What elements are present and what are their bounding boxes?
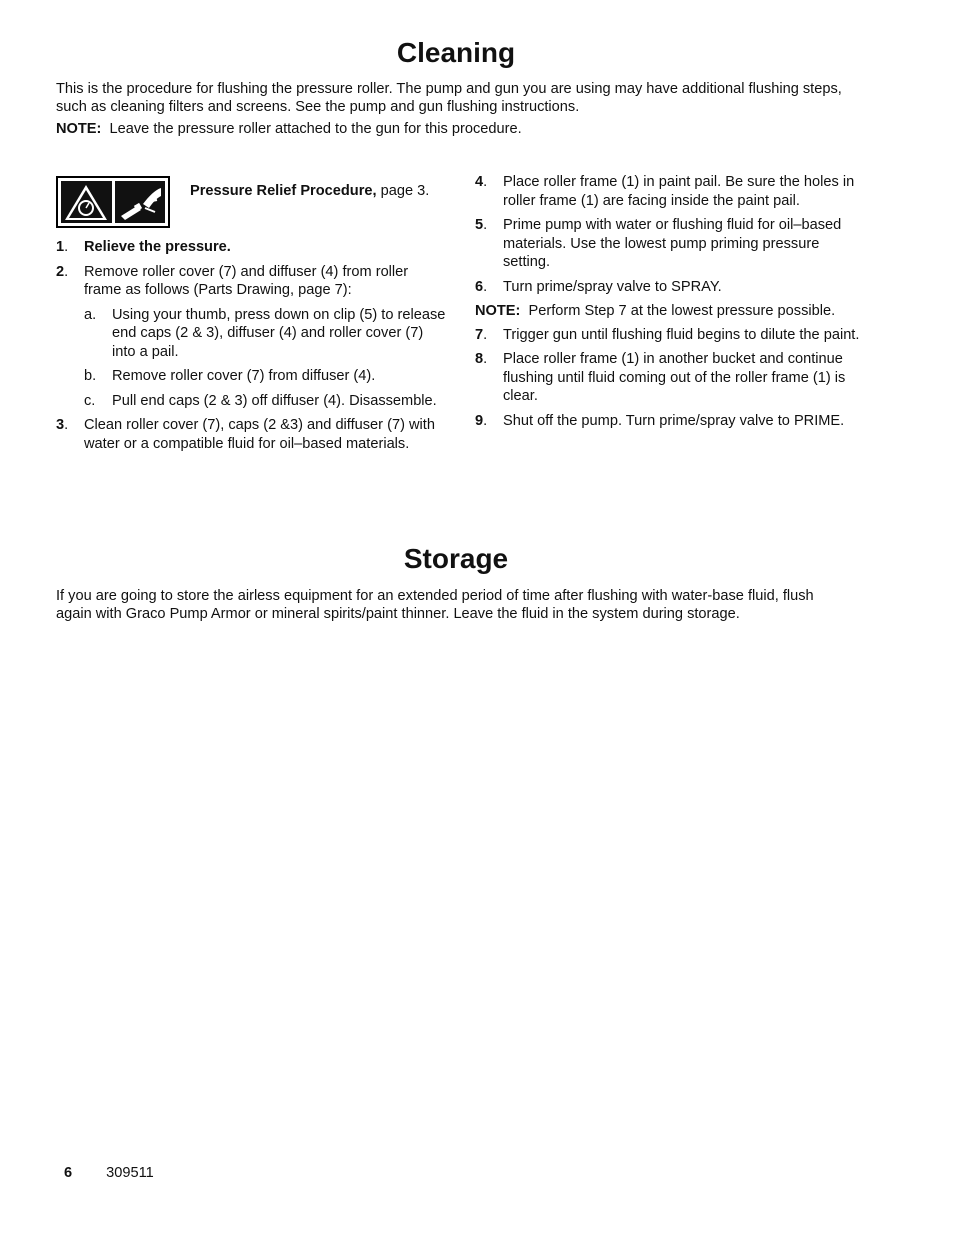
note-text: Leave the pressure roller attached to the gun for this procedure. bbox=[109, 121, 522, 137]
step-7: 7. Trigger gun until flushing fluid begins to dilute the paint. bbox=[475, 326, 865, 345]
warning-symbols bbox=[56, 176, 170, 228]
pressure-gauge-warning-icon bbox=[61, 181, 112, 223]
storage-heading: Storage bbox=[403, 543, 509, 574]
hand-spray-injection-icon bbox=[115, 181, 166, 223]
step-text: Relieve the pressure. bbox=[84, 239, 231, 255]
cleaning-intro: This is the procedure for flushing the pressure roller. The pump and gun you are using may have additional flushing steps, such as cleaning filters and screens. See the pump and gun flushing instructions. bbox=[56, 81, 842, 115]
right-column bbox=[475, 173, 865, 436]
cleaning-heading: Cleaning bbox=[396, 37, 516, 68]
step-text: Shut off the pump. Turn prime/spray valve to PRIME. bbox=[503, 412, 845, 429]
substep-b bbox=[84, 367, 446, 386]
step-number: 9 bbox=[475, 412, 484, 429]
warning-reference bbox=[190, 182, 429, 200]
document-number: 309511 bbox=[106, 1165, 154, 1181]
warning-reference-bold: Pressure Relief Procedure, bbox=[190, 183, 377, 199]
step-number: 3 bbox=[56, 417, 65, 433]
step-number: 7 bbox=[475, 326, 484, 343]
substep-letter: c. bbox=[84, 392, 96, 409]
warning-reference-page: page 3. bbox=[376, 183, 430, 199]
step-number: 8 bbox=[475, 351, 484, 367]
page-number: 6 bbox=[64, 1165, 73, 1181]
step-text: Trigger gun until flushing fluid begins to dilute the paint. bbox=[503, 326, 860, 343]
step-2: 2. Remove roller cover (7) and diffuser (4) from roller frame as follows (Parts Drawing, page 7): bbox=[56, 263, 446, 300]
step-4: 4. Place roller frame (1) in paint pail. Be sure the holes in roller frame (1) are facing inside the paint pail. bbox=[475, 173, 865, 210]
substep-a bbox=[84, 306, 446, 362]
step-text: Remove roller cover (7) and diffuser (4) from roller frame as follows (Parts Drawing, page 7): bbox=[84, 263, 409, 298]
step-text: Prime pump with water or flushing fluid for oil–based materials. Use the lowest pump priming pressure setting. bbox=[503, 217, 842, 270]
step-text: Place roller frame (1) in another bucket and continue flushing until fluid coming out of the roller frame (1) is clear. bbox=[503, 351, 846, 404]
note-text: Perform Step 7 at the lowest pressure possible. bbox=[528, 303, 836, 319]
page-footer bbox=[64, 1165, 154, 1181]
step-5: 5. Prime pump with water or flushing fluid for oil–based materials. Use the lowest pump priming pressure setting. bbox=[475, 216, 865, 272]
step-6: 6. Turn prime/spray valve to SPRAY. bbox=[475, 278, 865, 297]
step-number: 1 bbox=[56, 239, 65, 255]
step-number: 5 bbox=[475, 217, 484, 233]
step-text: Clean roller cover (7), caps (2 &3) and diffuser (7) with water or a compatible fluid for oil–based materials. bbox=[84, 417, 435, 452]
note-label: NOTE: bbox=[475, 303, 521, 319]
substep-letter: a. bbox=[84, 306, 97, 323]
step-7-note bbox=[475, 302, 865, 321]
pressure-relief-warning bbox=[56, 176, 446, 230]
storage-text: If you are going to store the airless equipment for an extended period of time after flushing with water-base fluid, flush again with Graco Pump Armor or mineral spirits/paint thinner. Leave the fluid in the system during storage. bbox=[56, 588, 814, 622]
step-text: Place roller frame (1) in paint pail. Be sure the holes in roller frame (1) are facing inside the paint pail. bbox=[503, 174, 855, 209]
cleaning-note bbox=[56, 121, 856, 139]
substep-text: Pull end caps (2 & 3) off diffuser (4). Disassemble. bbox=[112, 392, 437, 409]
left-column bbox=[56, 176, 446, 459]
step-8: 8. Place roller frame (1) in another bucket and continue flushing until fluid coming out of the roller frame (1) is clear. bbox=[475, 350, 865, 406]
substep-text: Remove roller cover (7) from diffuser (4). bbox=[112, 368, 376, 384]
step-number: 4 bbox=[475, 174, 484, 190]
step-number: 6 bbox=[475, 278, 484, 295]
step-1: 1. Relieve the pressure. bbox=[56, 238, 446, 257]
substep-text: Using your thumb, press down on clip (5) to release end caps (2 & 3), diffuser (4) and roller cover (7) into a pail. bbox=[112, 306, 446, 360]
substep-c bbox=[84, 392, 446, 411]
step-text: Turn prime/spray valve to SPRAY. bbox=[503, 278, 722, 295]
step-9: 9. Shut off the pump. Turn prime/spray valve to PRIME. bbox=[475, 412, 865, 431]
substep-letter: b. bbox=[84, 368, 97, 384]
step-3: 3. Clean roller cover (7), caps (2 &3) and diffuser (7) with water or a compatible fluid for oil–based materials. bbox=[56, 416, 446, 453]
step-number: 2 bbox=[56, 263, 65, 280]
note-label: NOTE: bbox=[56, 121, 102, 137]
